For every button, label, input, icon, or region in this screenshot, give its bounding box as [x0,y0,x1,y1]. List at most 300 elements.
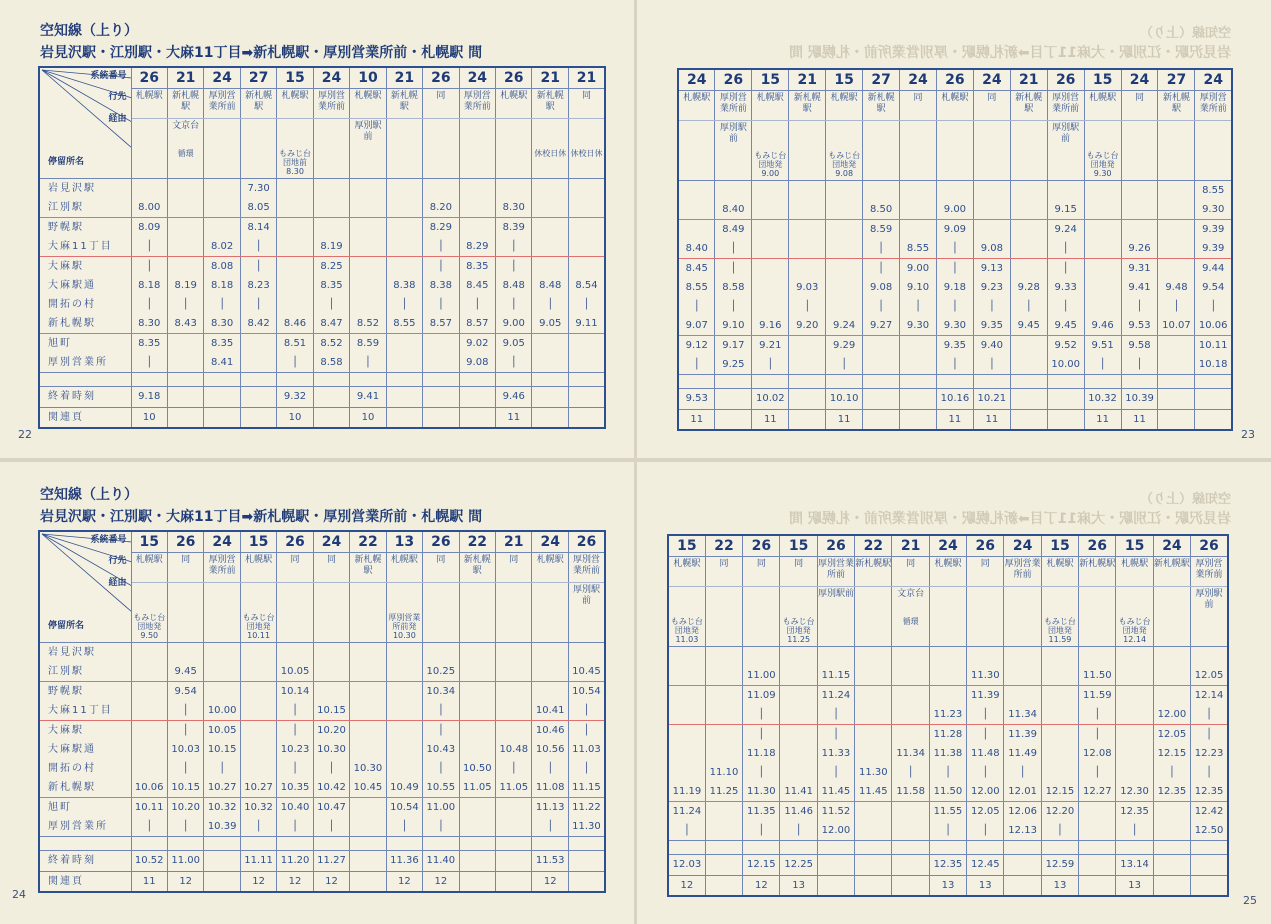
time-cell: │ [423,817,459,837]
related-page [1153,875,1190,896]
time-cell [855,724,892,744]
arrival-label: 終着時刻 [39,851,131,872]
spacer [532,837,568,851]
time-cell: 11.34 [1004,705,1041,725]
time-cell: 9.02 [459,334,495,354]
time-cell: │ [131,295,167,314]
stop-name: 岩見沢駅 [39,643,131,663]
destination-cell: 同 [705,557,742,587]
stop-name: 開拓の村 [39,759,131,778]
time-cell: 11.33 [817,744,854,763]
spacer [313,373,349,387]
stop-row [678,259,1232,279]
time-cell: 8.51 [277,334,313,354]
via-cell: 厚別駅前 [817,587,854,615]
related-page [817,875,854,896]
time-cell: 9.45 [1047,316,1084,336]
related-page [568,872,605,893]
time-cell: │ [1121,355,1158,375]
time-cell [863,336,900,356]
time-cell: 8.58 [313,353,349,373]
arrival-time: 9.46 [496,387,532,408]
arrival-time: 10.52 [131,851,167,872]
time-cell [131,701,167,721]
time-cell [705,801,742,821]
related-page: 13 [1041,875,1078,896]
time-cell: 11.00 [423,798,459,818]
time-cell [131,682,167,702]
route-number: 24 [900,69,937,91]
time-cell [131,662,167,682]
time-cell: │ [743,763,780,782]
via-cell: 厚別駅前 [568,583,605,611]
via-cell [1158,121,1195,149]
time-cell [752,297,789,316]
destination-cell: 札幌駅 [131,89,167,119]
time-cell [752,239,789,259]
time-cell: 11.24 [668,801,705,821]
stop-row [678,200,1232,220]
time-cell: 11.03 [568,740,605,759]
route-number: 15 [131,531,167,553]
time-cell [459,798,495,818]
via-cell [678,121,715,149]
destination-cell: 新札幌駅 [789,91,826,121]
time-cell [313,643,349,663]
destination-cell: 同 [973,91,1010,121]
time-cell [1004,685,1041,705]
arrival-time: 10.10 [826,389,863,410]
route-number: 26 [743,535,780,557]
note-cell [277,611,313,643]
time-cell [780,647,817,666]
time-cell: 9.31 [1121,259,1158,279]
time-cell: │ [678,297,715,316]
stop-row [668,782,1228,802]
destination-cell: 同 [496,553,532,583]
time-cell: │ [277,353,313,373]
spacer [459,837,495,851]
time-cell: │ [532,759,568,778]
route-number: 22 [459,531,495,553]
note-cell: 休校日休 [532,147,568,179]
via-row [668,587,1228,615]
time-cell [668,705,705,725]
time-cell: 10.40 [277,798,313,818]
time-cell: 8.30 [131,314,167,334]
destination-cell: 厚別営業所前 [568,553,605,583]
related-page [1191,875,1228,896]
stop-row [39,237,605,257]
related-page: 11 [826,410,863,431]
spacer [1121,375,1158,389]
time-cell: 8.52 [313,334,349,354]
arrival-time [1004,854,1041,875]
route-number: 26 [568,531,605,553]
note-cell: もみじ台団地前 8.30 [277,147,313,179]
time-cell [386,218,422,238]
arrival-time: 10.39 [1121,389,1158,410]
stop-name: 野幌駅 [39,682,131,702]
time-cell: 8.19 [167,276,203,295]
route-number: 15 [1084,69,1121,91]
time-cell [1010,220,1047,240]
time-cell [350,257,386,277]
stop-row [39,682,605,702]
time-cell: 8.35 [131,334,167,354]
time-cell: 8.18 [204,276,240,295]
time-cell: 9.27 [863,316,900,336]
arrival-time: 10.21 [973,389,1010,410]
route-number: 21 [532,67,568,89]
time-cell [350,682,386,702]
note-cell: もみじ台団地発 9.00 [752,149,789,181]
via-cell [1010,121,1047,149]
time-cell [568,237,605,257]
related-page-row [39,408,605,429]
time-cell: 9.54 [167,682,203,702]
stop-row [668,744,1228,763]
time-cell: │ [929,821,966,841]
time-cell [1116,744,1153,763]
arrival-time [1079,854,1116,875]
related-page [1195,410,1232,431]
arrival-row [39,387,605,408]
time-cell: 8.40 [715,200,752,220]
time-cell: 9.08 [973,239,1010,259]
page-number: 23 [1241,428,1255,441]
time-cell [705,821,742,841]
time-cell: 9.21 [752,336,789,356]
destination-cell: 同 [568,89,605,119]
time-cell: 9.18 [936,278,973,297]
time-cell: │ [973,355,1010,375]
time-cell: │ [1195,297,1232,316]
related-page [789,410,826,431]
arrival-time [459,387,495,408]
time-cell: 12.42 [1191,801,1228,821]
time-cell: 10.55 [423,778,459,798]
arrival-time [705,854,742,875]
time-cell [532,334,568,354]
destination-cell: 同 [423,553,459,583]
time-cell: 12.06 [1004,801,1041,821]
stop-row [678,278,1232,297]
time-cell: 11.49 [1004,744,1041,763]
arrival-row [678,389,1232,410]
time-cell [240,662,276,682]
spacer [350,373,386,387]
time-cell [167,179,203,199]
time-cell: │ [240,257,276,277]
time-cell: 8.14 [240,218,276,238]
time-cell: 12.27 [1079,782,1116,802]
related-page [204,408,240,429]
time-cell [350,237,386,257]
note-cell: もみじ台団地発 12.14 [1116,615,1153,647]
time-cell: │ [204,295,240,314]
time-cell: 11.48 [967,744,1004,763]
time-cell [1116,724,1153,744]
via-cell [1004,587,1041,615]
time-cell: 12.30 [1116,782,1153,802]
time-cell [532,643,568,663]
ghost-subtitle: 岩見沢駅・江別駅・大麻11丁目➡新札幌駅・厚別営業所前・札幌駅 間 [788,511,1231,527]
time-cell [313,198,349,218]
stop-name: 新札幌駅 [39,778,131,798]
time-cell: │ [131,353,167,373]
route-number: 21 [1010,69,1047,91]
time-cell [929,685,966,705]
stop-row [678,297,1232,316]
spacer [1047,375,1084,389]
arrival-time [900,389,937,410]
route-number: 15 [826,69,863,91]
destination-cell: 新札幌駅 [532,89,568,119]
time-cell: 8.00 [131,198,167,218]
time-cell: 9.08 [863,278,900,297]
destination-cell: 新札幌駅 [1079,557,1116,587]
destination-cell: 新札幌駅 [855,557,892,587]
via-cell [1121,121,1158,149]
page-24 [0,462,634,924]
time-cell: 11.28 [929,724,966,744]
spacer [1116,840,1153,854]
note-cell: もみじ台団地発 11.03 [668,615,705,647]
via-cell: 厚別駅前 [350,119,386,147]
destination-cell: 新札幌駅 [240,89,276,119]
note-cell [743,615,780,647]
time-cell: 10.18 [1195,355,1232,375]
spacer [892,840,929,854]
arrival-time [386,387,422,408]
time-cell: 10.41 [532,701,568,721]
stop-row [39,334,605,354]
time-cell: │ [532,295,568,314]
note-cell [936,149,973,181]
time-cell: 11.58 [892,782,929,802]
spacer [423,837,459,851]
time-cell: 12.35 [1153,782,1190,802]
route-number: 21 [386,67,422,89]
time-cell: │ [817,763,854,782]
time-cell [313,218,349,238]
time-cell: │ [131,237,167,257]
time-cell: 9.23 [973,278,1010,297]
time-cell [855,666,892,686]
time-cell: 9.03 [789,278,826,297]
ghost-title: 空知線（上り） [1139,26,1231,41]
time-cell [277,179,313,199]
time-cell [1041,685,1078,705]
arrival-time [532,387,568,408]
related-page: 12 [386,872,422,893]
time-cell: 12.15 [1041,782,1078,802]
via-cell [967,587,1004,615]
stop-name: 大麻11丁目 [39,237,131,257]
time-cell [568,218,605,238]
time-cell: 9.48 [1158,278,1195,297]
time-cell: 11.05 [496,778,532,798]
stop-row [39,798,605,818]
time-cell [668,666,705,686]
route-number: 26 [277,531,313,553]
time-cell: 8.05 [240,198,276,218]
route-number: 26 [817,535,854,557]
time-cell [892,685,929,705]
time-cell [715,181,752,201]
time-cell: │ [240,817,276,837]
related-page: 10 [131,408,167,429]
via-cell [386,119,422,147]
time-cell: │ [752,355,789,375]
time-cell [350,740,386,759]
time-cell: 11.39 [967,685,1004,705]
arrival-time: 10.02 [752,389,789,410]
time-cell [668,744,705,763]
time-cell [131,643,167,663]
arrival-time: 11.36 [386,851,422,872]
spacer [715,375,752,389]
via-cell [855,587,892,615]
spacer [1004,840,1041,854]
time-cell: 9.24 [826,316,863,336]
time-cell [789,220,826,240]
time-cell: 12.35 [1191,782,1228,802]
time-cell [240,353,276,373]
time-cell: 8.47 [313,314,349,334]
route-number: 22 [705,535,742,557]
route-number: 15 [1041,535,1078,557]
time-cell: │ [423,295,459,314]
time-cell: 8.45 [459,276,495,295]
time-cell [900,200,937,220]
time-cell: 9.00 [496,314,532,334]
stop-row [678,355,1232,375]
note-cell [1010,149,1047,181]
time-cell [863,355,900,375]
destination-cell: 厚別営業所前 [1191,557,1228,587]
route-number: 26 [1191,535,1228,557]
route-number-row [39,67,605,89]
related-page: 12 [668,875,705,896]
time-cell [277,198,313,218]
time-cell: │ [817,724,854,744]
time-cell: │ [967,724,1004,744]
arrival-time [1010,389,1047,410]
stop-row [668,763,1228,782]
time-cell [386,643,422,663]
time-cell: 8.25 [313,257,349,277]
time-cell: │ [1191,705,1228,725]
time-cell [277,643,313,663]
destination-cell: 札幌駅 [240,553,276,583]
route-number: 21 [496,531,532,553]
time-cell [855,821,892,841]
related-page [705,875,742,896]
time-cell [789,336,826,356]
time-cell [532,257,568,277]
label-via: 経由 [108,114,127,124]
via-cell [973,121,1010,149]
spacer [668,840,705,854]
time-cell [496,721,532,741]
time-cell: 10.20 [167,798,203,818]
time-cell: 8.54 [568,276,605,295]
header-corner [39,531,131,643]
time-cell [350,721,386,741]
via-cell [752,121,789,149]
related-page: 11 [752,410,789,431]
stop-name: 大麻駅 [39,257,131,277]
time-cell [568,179,605,199]
time-cell: 10.00 [1047,355,1084,375]
note-cell: もみじ台団地発 9.08 [826,149,863,181]
arrival-time [1158,389,1195,410]
stop-name: 岩見沢駅 [39,179,131,199]
note-cell [386,147,422,179]
spacer [240,373,276,387]
stop-row [39,662,605,682]
via-cell [496,119,532,147]
route-title: 空知線（上り） [40,487,138,503]
related-page [204,872,240,893]
note-cell: もみじ台団地発 9.30 [1084,149,1121,181]
time-cell: 9.39 [1195,239,1232,259]
time-cell [1010,200,1047,220]
note-cell [900,149,937,181]
route-number: 21 [789,69,826,91]
time-cell [532,179,568,199]
time-cell: 11.45 [817,782,854,802]
destination-cell: 札幌駅 [131,553,167,583]
destination-cell: 札幌駅 [1116,557,1153,587]
spacer [532,373,568,387]
note-cell [240,147,276,179]
time-cell [1084,239,1121,259]
time-cell [313,682,349,702]
related-page-label: 関連頁 [39,408,131,429]
destination-cell: 厚別営業所前 [817,557,854,587]
time-cell: │ [240,237,276,257]
time-cell [705,705,742,725]
label-destination: 行先 [108,556,127,566]
time-cell [1191,647,1228,666]
arrival-time [1195,389,1232,410]
time-cell: │ [826,355,863,375]
time-cell [532,662,568,682]
related-page: 11 [1084,410,1121,431]
time-cell [386,721,422,741]
spacer [863,375,900,389]
spacer [678,375,715,389]
note-cell [863,149,900,181]
time-cell: 11.52 [817,801,854,821]
time-cell: │ [863,239,900,259]
time-cell [668,685,705,705]
time-cell: │ [1041,821,1078,841]
time-cell: 11.09 [743,685,780,705]
destination-cell: 同 [313,553,349,583]
time-cell: 8.29 [423,218,459,238]
time-cell [826,200,863,220]
via-cell [929,587,966,615]
time-cell: │ [167,721,203,741]
note-cell [1153,615,1190,647]
time-cell [204,662,240,682]
time-cell [204,643,240,663]
ghost-title: 空知線（上り） [1139,492,1231,507]
